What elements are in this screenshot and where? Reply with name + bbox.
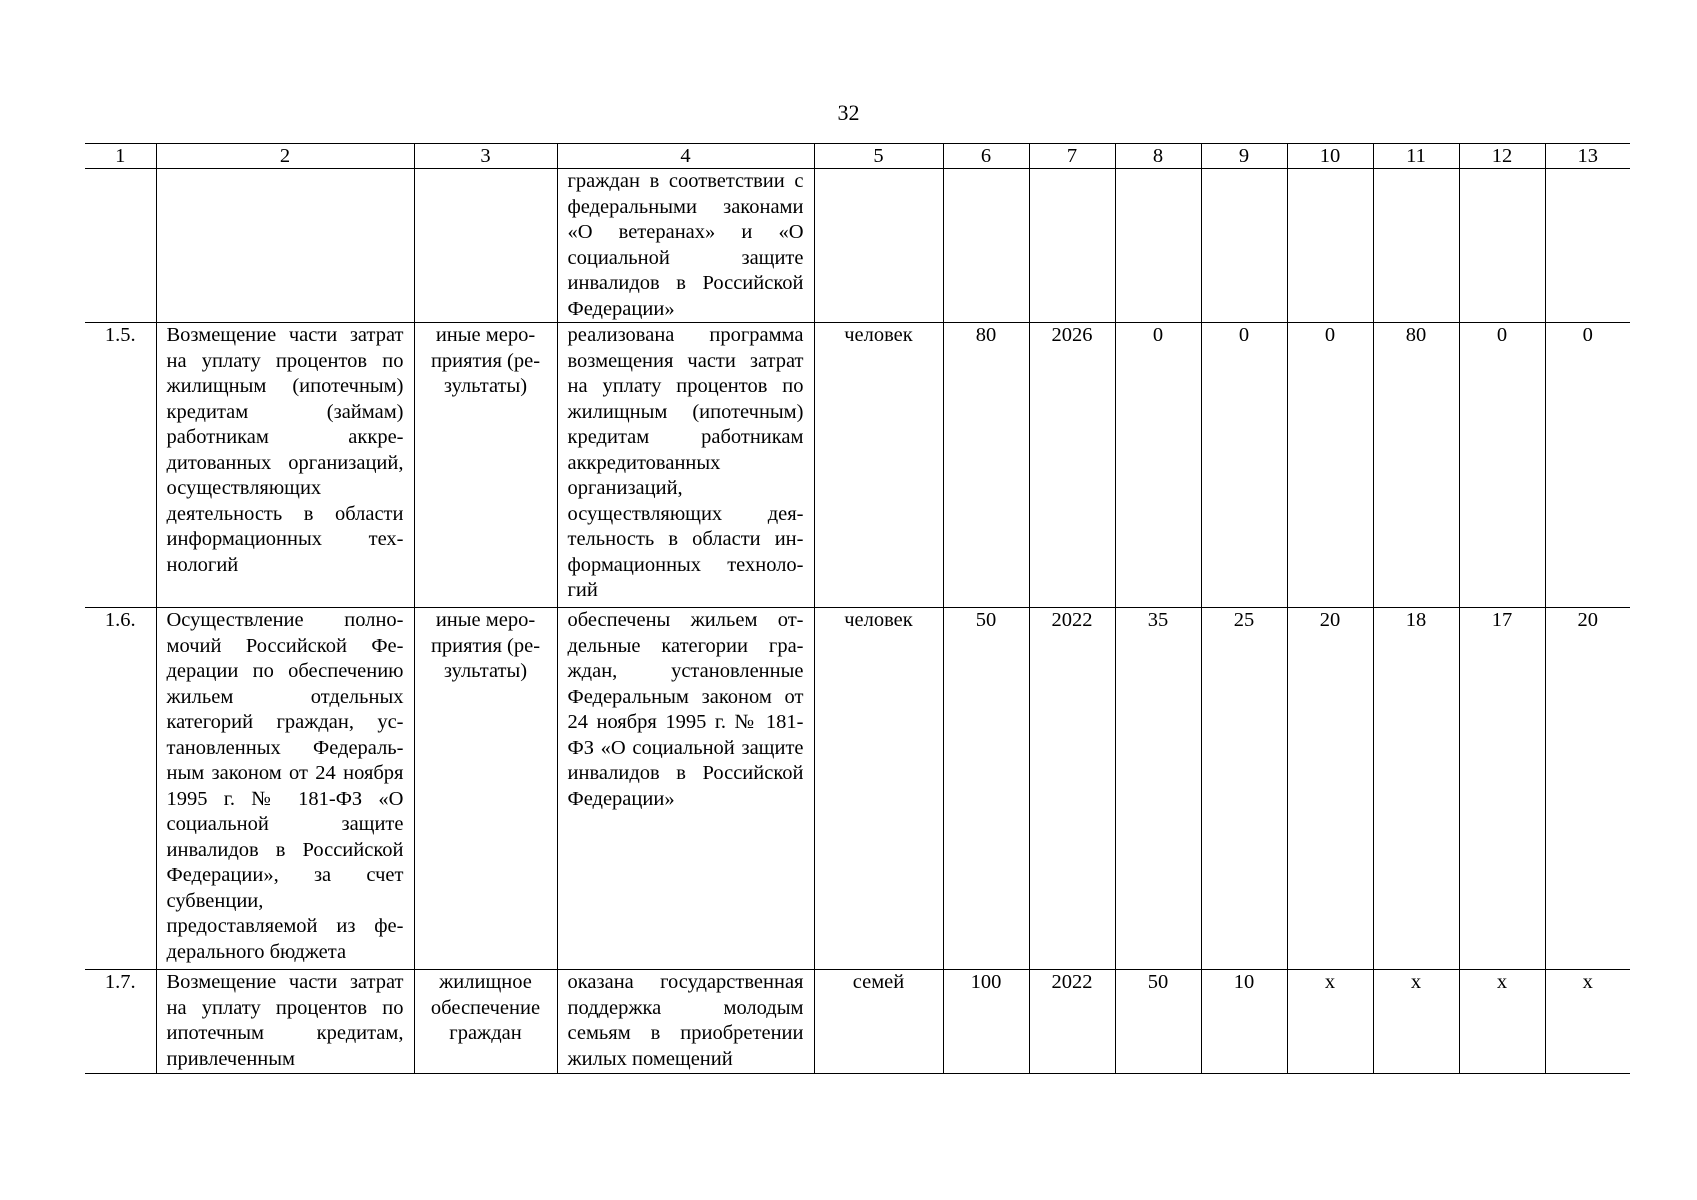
- measure-name: Возмещение части затрат на уплату процентов по жилищным (ипотечным) кредитам (займам) работникам аккредитованных организаций, осуществляющих деятельность в области информационных технологий: [156, 323, 414, 608]
- value-cell: [1545, 169, 1630, 323]
- value-cell: [1287, 169, 1373, 323]
- table-row-1-6: [85, 608, 1630, 970]
- column-header: 10: [1287, 144, 1373, 169]
- value-cell: 0: [1201, 323, 1287, 608]
- value-cell: 0: [1459, 323, 1545, 608]
- value-cell: [1373, 169, 1459, 323]
- unit-cell: человек: [814, 323, 943, 608]
- measure-name: [156, 169, 414, 323]
- base-value-cell: [943, 169, 1029, 323]
- row-number: 1.6.: [85, 608, 156, 970]
- row-number: 1.7.: [85, 970, 156, 1074]
- base-year-cell: [1029, 169, 1115, 323]
- measure-result: оказана государственная поддержка молодым семьям в приобретении жилых помещений: [557, 970, 814, 1074]
- unit-cell: человек: [814, 608, 943, 970]
- row-number: [85, 169, 156, 323]
- column-header: 7: [1029, 144, 1115, 169]
- column-header: 6: [943, 144, 1029, 169]
- column-header: 11: [1373, 144, 1459, 169]
- base-value-cell: 100: [943, 970, 1029, 1074]
- column-header: 5: [814, 144, 943, 169]
- value-cell: х: [1459, 970, 1545, 1074]
- value-cell: [1459, 169, 1545, 323]
- value-cell: х: [1287, 970, 1373, 1074]
- value-cell: [1201, 169, 1287, 323]
- row-number: 1.5.: [85, 323, 156, 608]
- measure-type: иные мероприятия (результаты): [414, 608, 557, 970]
- measure-result: обеспечены жильем отдельные категории граждан, установленные Федеральным законом от 24 ноября 1995 г. № 181-ФЗ «О социальной защите инвалидов в Российской Федерации»: [557, 608, 814, 970]
- base-year-cell: 2026: [1029, 323, 1115, 608]
- column-header: 2: [156, 144, 414, 169]
- table-row-1-5: [85, 323, 1630, 608]
- measure-result: граждан в соответствии с федеральными законами «О ветеранах» и «О социальной защите инвалидов в Российской Федерации»: [557, 169, 814, 323]
- value-cell: х: [1373, 970, 1459, 1074]
- measure-result: реализована программа возмещения части затрат на уплату процентов по жилищным (ипотечным) кредитам работникам аккредитованных организаций, осуществляющих деятельность в области информационных технологий: [557, 323, 814, 608]
- value-cell: 35: [1115, 608, 1201, 970]
- base-value-cell: 80: [943, 323, 1029, 608]
- value-cell: 0: [1545, 323, 1630, 608]
- measure-name: Осуществление полномочий Российской Федерации по обеспечению жильем отдельных категорий граждан, установленных Федеральным законом от 24 ноября 1995 г. № 181-ФЗ «О социальной защите инвалидов в Российской Федерации», за счет субвенции, предоставляемой из федерального бюджета: [156, 608, 414, 970]
- measure-type: иные мероприятия (результаты): [414, 323, 557, 608]
- column-header: 1: [85, 144, 156, 169]
- value-cell: 20: [1287, 608, 1373, 970]
- value-cell: х: [1545, 970, 1630, 1074]
- value-cell: 80: [1373, 323, 1459, 608]
- value-cell: 0: [1115, 323, 1201, 608]
- base-year-cell: 2022: [1029, 608, 1115, 970]
- table-row-1-7: [85, 970, 1630, 1074]
- value-cell: [1115, 169, 1201, 323]
- indicators-table: [85, 143, 1630, 1074]
- measure-type: [414, 169, 557, 323]
- column-header: 13: [1545, 144, 1630, 169]
- table-row-continuation: [85, 169, 1630, 323]
- column-header: 12: [1459, 144, 1545, 169]
- base-year-cell: 2022: [1029, 970, 1115, 1074]
- unit-cell: [814, 169, 943, 323]
- value-cell: 18: [1373, 608, 1459, 970]
- base-value-cell: 50: [943, 608, 1029, 970]
- column-header: 8: [1115, 144, 1201, 169]
- measure-type: жилищное обеспечение граждан: [414, 970, 557, 1074]
- page-number: 32: [837, 100, 860, 125]
- measure-name: Возмещение части затрат на уплату процентов по ипотечным кредитам, привлеченным: [156, 970, 414, 1074]
- value-cell: 50: [1115, 970, 1201, 1074]
- value-cell: 20: [1545, 608, 1630, 970]
- column-header: 4: [557, 144, 814, 169]
- unit-cell: семей: [814, 970, 943, 1074]
- value-cell: 17: [1459, 608, 1545, 970]
- value-cell: 10: [1201, 970, 1287, 1074]
- column-number-row: [85, 144, 1630, 169]
- column-header: 3: [414, 144, 557, 169]
- value-cell: 25: [1201, 608, 1287, 970]
- column-header: 9: [1201, 144, 1287, 169]
- value-cell: 0: [1287, 323, 1373, 608]
